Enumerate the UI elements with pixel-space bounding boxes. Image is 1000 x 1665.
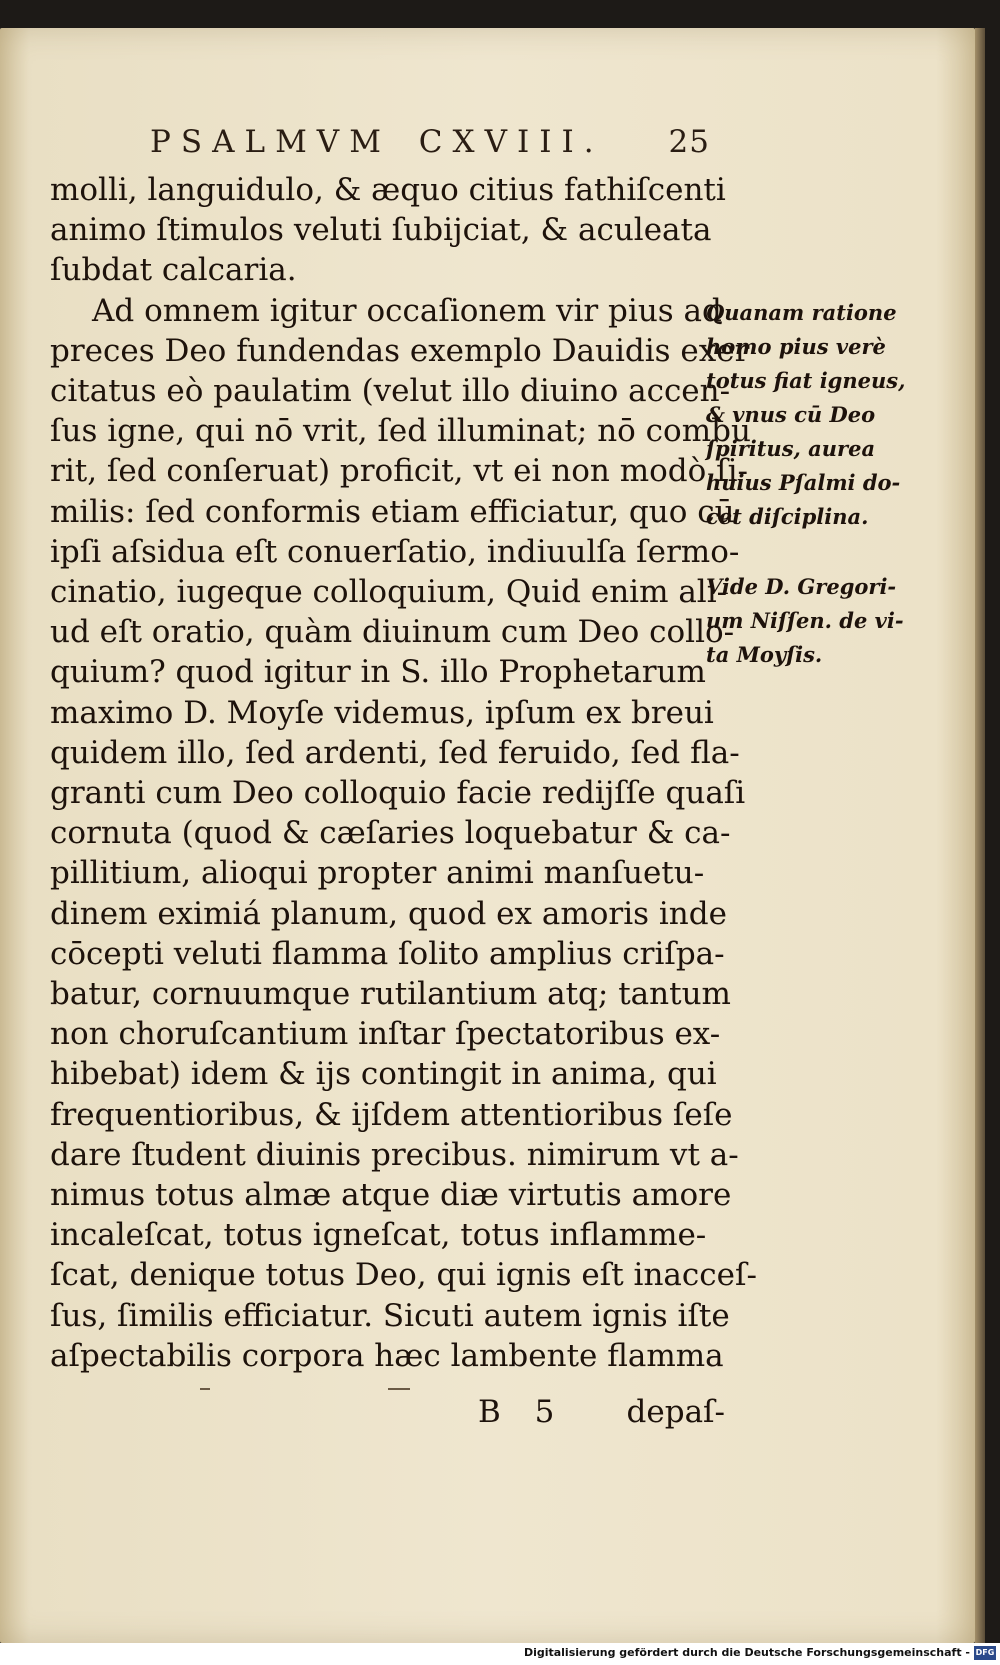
catchword: depaſ-	[626, 1394, 725, 1430]
marginal-note-gregory	[706, 570, 904, 672]
text-line: ſus, ſimilis efficiatur. Sicuti autem ignis iſte	[50, 1297, 730, 1334]
text-line: ſcat, denique totus Deo, qui ignis eſt inacceſ-	[50, 1257, 757, 1294]
marginal-line: um Niſſen. de vi-	[706, 608, 904, 633]
page-edge	[975, 28, 985, 1643]
text-line: batur, cornuumque rutilantium atq; tantum	[50, 976, 731, 1013]
text-line: incaleſcat, totus igneſcat, totus inflamme-	[50, 1217, 707, 1254]
marginal-line: totus fiat igneus,	[706, 368, 906, 393]
marginal-line: ſpiritus, aurea	[706, 436, 876, 461]
text-line: molli, languidulo, & æquo citius fathiſcenti	[50, 172, 726, 208]
page-footer-marks	[450, 1394, 725, 1438]
text-line: citatus eò paulatim (velut illo diuino accen-	[50, 373, 731, 410]
ink-mark	[200, 1388, 210, 1390]
text-line: frequentioribus, & ijſdem attentioribus ſeſe	[50, 1096, 733, 1133]
text-line: pillitium, alioqui propter animi manſuetu-	[50, 855, 705, 892]
text-line: ſubdat calcaria.	[50, 252, 297, 289]
running-title: PSALMVM CXVIII.	[150, 124, 604, 160]
text-line: nimus totus almæ atque diæ virtutis amore	[50, 1177, 732, 1214]
digitization-credit-bar	[0, 1643, 1000, 1665]
main-text-block	[50, 170, 757, 1376]
text-line: aſpectabilis corpora hæc lambente flamma	[50, 1337, 724, 1374]
text-line: ud eſt oratio, quàm diuinum cum Deo collo-	[50, 614, 735, 651]
text-line: cinatio, iugeque colloquium, Quid enim ali-	[50, 574, 728, 611]
marginal-line: huius Pſalmi do-	[706, 470, 901, 495]
marginal-line: Vide D. Gregori-	[706, 574, 897, 599]
text-line: cornuta (quod & cæſaries loquebatur & ca-	[50, 815, 731, 852]
marginal-line: & vnus cū Deo	[706, 402, 876, 427]
text-line: cōcepti veluti flamma ſolito amplius criſpa-	[50, 935, 725, 972]
signature-mark: B 5	[478, 1394, 567, 1430]
text-line: rit, ſed conſeruat) proficit, vt ei non modò ſi-	[50, 453, 749, 490]
marginal-line: ta Moyſis.	[706, 642, 823, 667]
text-line: hibebat) idem & ijs contingit in anima, qui	[50, 1056, 717, 1093]
marginal-line: Quanam ratione	[706, 300, 897, 325]
running-header	[150, 124, 710, 168]
text-line: quium? quod igitur in S. illo Prophetarum	[50, 654, 706, 691]
text-line: quidem illo, ſed ardenti, ſed feruido, ſed fla-	[50, 734, 740, 771]
text-line: dare ſtudent diuinis precibus. nimirum vt a-	[50, 1136, 739, 1173]
paragraph-start-line: Ad omnem igitur occaſionem vir pius ad	[92, 292, 722, 329]
ink-mark	[388, 1388, 410, 1390]
text-line: preces Deo fundendas exemplo Dauidis exer	[50, 332, 750, 369]
text-line: maximo D. Moyſe videmus, ipſum ex breui	[50, 694, 714, 731]
text-line: non choruſcantium inſtar ſpectatoribus ex-	[50, 1016, 721, 1053]
text-line: ſus igne, qui nō vrit, ſed illuminat; nō combu	[50, 413, 751, 450]
text-line: ipſi aſsidua eſt conuerſatio, indiuulſa ſermo-	[50, 533, 740, 570]
dfg-logo-icon: DFG	[974, 1646, 996, 1660]
marginal-note-ratione	[706, 296, 906, 534]
text-line: granti cum Deo colloquio facie redijſſe quaſi	[50, 775, 746, 812]
text-line: dinem eximiá planum, quod ex amoris inde	[50, 895, 727, 932]
marginal-line: cet diſciplina.	[706, 504, 869, 529]
page-number: 25	[668, 124, 710, 160]
text-line: milis: ſed conformis etiam efficiatur, quo cū	[50, 493, 735, 530]
marginal-line: homo pius verè	[706, 334, 886, 359]
credit-text: Digitalisierung gefördert durch die Deutsche Forschungsgemeinschaft -	[523, 1646, 970, 1659]
text-line: animo ſtimulos veluti ſubijciat, & aculeata	[50, 212, 712, 249]
